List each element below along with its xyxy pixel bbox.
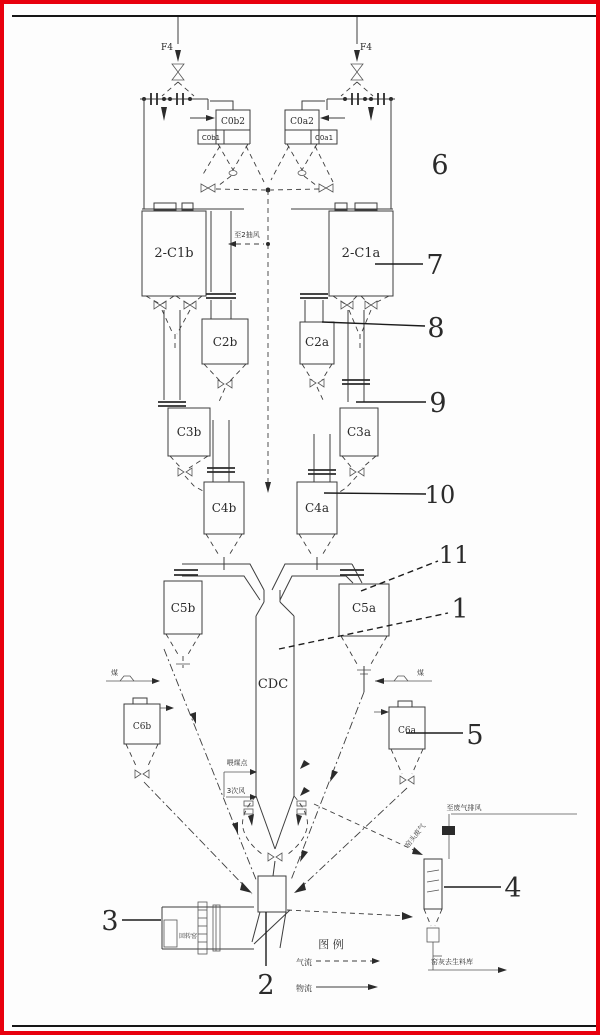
callout-8 <box>322 313 445 344</box>
c1b-label: 2-C1b <box>154 246 194 261</box>
cyclone-2c1b <box>142 203 244 349</box>
kiln-label: 回转窑 <box>178 933 198 940</box>
valve-icon <box>135 770 141 778</box>
feed-line-right <box>327 17 395 209</box>
feed-arrow-icon <box>300 760 310 769</box>
cyclone-c4b <box>204 482 244 570</box>
right-arrow-icon <box>381 709 389 715</box>
legend <box>296 937 380 993</box>
cyclone-c6b <box>106 668 174 778</box>
valve-icon <box>268 853 274 861</box>
legend-gas-label: 气流 <box>296 958 312 967</box>
valve-icon <box>400 776 406 784</box>
callout-number: 8 <box>427 313 445 344</box>
flow-diagram-canvas <box>4 4 600 1035</box>
c3a-label: C3a <box>347 425 371 439</box>
flap-valve-icon <box>244 801 306 814</box>
c0b1-label: C0b1 <box>201 134 221 142</box>
down-arrow-icon <box>175 50 181 62</box>
feed-left-label: F4 <box>161 43 173 53</box>
c5b-label: C5b <box>170 601 196 615</box>
valve-icon <box>172 64 184 72</box>
callout-number: 10 <box>424 481 456 509</box>
flow-arrow-icon <box>161 107 167 121</box>
callout-2 <box>257 912 274 1001</box>
rotary-valve-icon <box>229 171 237 176</box>
c3b-label: C3b <box>176 425 202 439</box>
cyclone-c5b <box>164 581 202 668</box>
callout-number: 6 <box>431 150 449 181</box>
flow-arrow-icon <box>294 882 306 893</box>
flow-arrow-icon <box>240 882 252 893</box>
valve-icon <box>218 380 224 388</box>
legend-title: 图 例 <box>318 938 344 951</box>
flow-arrow-icon <box>320 115 329 121</box>
flow-arrow-icon <box>402 912 413 920</box>
feed-arrow-icon <box>300 787 310 796</box>
cyclone-c5a <box>339 584 389 692</box>
c2a-label: C2a <box>305 335 329 349</box>
cyclone-c2a <box>300 322 334 402</box>
c5a-label: C5a <box>352 601 376 615</box>
legend-material-arrow-icon <box>368 984 378 990</box>
callout-number: 7 <box>426 250 444 281</box>
flow-arrow-icon <box>368 107 374 121</box>
valve-icon <box>365 301 371 309</box>
tertiary-air-note: 3次风 <box>226 787 246 795</box>
cyclone-c4a <box>297 482 337 570</box>
down-arrow-icon <box>248 814 254 826</box>
smoke-chamber <box>252 876 290 948</box>
valve-icon <box>178 468 184 476</box>
rotary-kiln <box>162 902 254 954</box>
coal-feed-note: 喂煤点 <box>226 759 248 767</box>
c0a1-label: C0a1 <box>314 134 334 142</box>
down-arrow-icon <box>354 50 360 62</box>
right-arrow-icon <box>498 967 507 973</box>
c4a-label: C4a <box>305 501 329 515</box>
valve-icon <box>310 379 316 387</box>
c4b-label: C4b <box>211 501 237 515</box>
flow-arrow-icon <box>300 850 308 862</box>
calciner-label: CDC <box>257 677 289 692</box>
flow-arrow-icon <box>232 822 238 834</box>
cyclone-c0b <box>190 101 265 192</box>
callout-number: 3 <box>101 906 119 937</box>
callout-number: 4 <box>504 873 522 904</box>
waste-gas-fan-note: 至废气排风 <box>446 804 482 812</box>
callout-number: 9 <box>429 388 447 419</box>
callout-number: 5 <box>466 720 484 751</box>
callout-number: 11 <box>438 541 470 569</box>
callout-number: 2 <box>257 970 275 1001</box>
coal-left-note: 煤 <box>111 669 118 677</box>
callout-3 <box>101 906 161 937</box>
cyclone-c6a <box>374 668 432 784</box>
legend-gas-arrow-icon <box>372 958 380 964</box>
callout-9 <box>356 388 447 419</box>
valve-icon <box>201 184 208 192</box>
down-arrow-icon <box>265 482 271 493</box>
c0a2-label: C0a2 <box>290 117 314 127</box>
valve-icon <box>350 468 356 476</box>
kiln-dust-note: 窑灰去生料库 <box>431 958 473 966</box>
c6b-label: C6b <box>132 722 152 732</box>
c2b-label: C2b <box>212 335 238 349</box>
fan-icon <box>442 826 455 835</box>
coal-right-note: 煤 <box>417 669 424 677</box>
feed-right-label: F4 <box>360 43 372 53</box>
callout-10 <box>324 481 455 509</box>
flow-arrow-icon <box>190 712 196 724</box>
callout-number: 1 <box>451 594 469 625</box>
valve-icon <box>351 64 363 72</box>
down-arrow-icon <box>296 814 302 826</box>
kiln-head-gas-note: 窑头废气 <box>403 822 428 850</box>
callout-4 <box>444 873 522 904</box>
flow-arrow-icon <box>206 115 215 121</box>
rotary-valve-icon <box>298 171 306 176</box>
right-arrow-icon <box>166 705 174 711</box>
flow-arrow-icon <box>330 770 338 782</box>
flow-arrow-icon <box>412 847 423 855</box>
cyclone-c2b <box>202 319 248 404</box>
exhaust-note: 至2抽风 <box>234 231 260 239</box>
cyclone-2c1a <box>291 203 393 349</box>
c1a-label: 2-C1a <box>341 246 381 261</box>
callout-5 <box>406 720 484 751</box>
calciner-cdc <box>224 590 310 876</box>
c6a-label: C6a <box>398 726 416 736</box>
callout-7 <box>375 250 444 281</box>
feed-line-left <box>140 17 208 209</box>
cyclone-c0a <box>271 101 345 192</box>
left-arrow-icon <box>375 678 384 684</box>
cyclone-c3b <box>168 408 235 491</box>
c0b2-label: C0b2 <box>220 117 246 127</box>
cyclone-c3a <box>308 408 378 493</box>
callout-6 <box>431 150 448 181</box>
legend-material-label: 物流 <box>296 984 312 993</box>
left-arrow-icon <box>228 241 236 247</box>
right-arrow-icon <box>152 678 160 684</box>
riser-duct-left <box>158 310 186 406</box>
valve-icon <box>319 184 326 192</box>
